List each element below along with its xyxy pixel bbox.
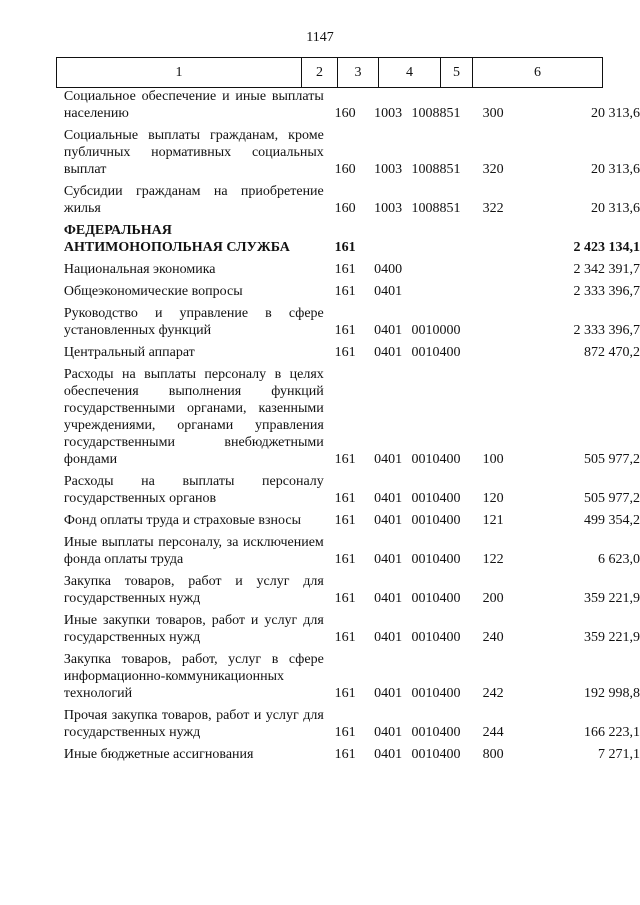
row-expense-type bbox=[479, 305, 516, 344]
row-amount: 7 271,1 bbox=[598, 747, 640, 762]
row-ministry-code: 160 bbox=[334, 106, 356, 121]
row-section-code: 0401 bbox=[374, 747, 403, 762]
row-expense-type: 121 bbox=[482, 513, 504, 528]
row-target-article bbox=[411, 222, 478, 261]
row-target-article: 1008851 bbox=[411, 162, 461, 177]
row-gap bbox=[324, 573, 335, 612]
row-section-code: 1003 bbox=[374, 106, 403, 121]
row-name: Иные выплаты персоналу, за исключением фонда оплаты труда bbox=[63, 535, 324, 567]
row-indent bbox=[0, 88, 64, 127]
table-row bbox=[0, 183, 640, 222]
row-gap bbox=[324, 651, 335, 707]
page-number: 1147 bbox=[306, 30, 334, 45]
row-expense-type: 242 bbox=[482, 686, 504, 701]
row-indent bbox=[0, 127, 64, 183]
row-expense-type: 322 bbox=[482, 201, 504, 216]
table-row bbox=[0, 707, 640, 746]
row-ministry-code: 160 bbox=[334, 201, 356, 216]
row-target-article: 0010400 bbox=[411, 630, 461, 645]
row-expense-type: 800 bbox=[482, 747, 504, 762]
row-section-code: 0400 bbox=[374, 262, 403, 277]
row-gap bbox=[324, 183, 335, 222]
row-target-article: 1008851 bbox=[411, 106, 461, 121]
row-ministry-code: 161 bbox=[334, 725, 356, 740]
row-gap bbox=[324, 534, 335, 573]
row-gap bbox=[324, 305, 335, 344]
row-gap bbox=[324, 473, 335, 512]
row-ministry-code: 161 bbox=[334, 262, 356, 277]
row-ministry-code: 161 bbox=[334, 323, 356, 338]
row-section-code: 0401 bbox=[374, 513, 403, 528]
row-expense-type: 300 bbox=[482, 106, 504, 121]
row-name: Субсидии гражданам на приобретение жилья bbox=[63, 184, 324, 216]
table-row bbox=[0, 222, 640, 261]
table-row bbox=[0, 305, 640, 344]
row-target-article bbox=[411, 283, 478, 305]
row-indent bbox=[0, 344, 64, 366]
header-col-5: 5 bbox=[441, 58, 473, 88]
row-ministry-code: 161 bbox=[334, 345, 356, 360]
row-gap bbox=[324, 344, 335, 366]
row-indent bbox=[0, 473, 64, 512]
row-name: Расходы на выплаты персоналу государственных органов bbox=[63, 474, 324, 506]
row-amount: 505 977,2 bbox=[584, 491, 640, 506]
row-section-code: 0401 bbox=[374, 686, 403, 701]
row-name: ФЕДЕРАЛЬНАЯ АНТИМОНОПОЛЬНАЯ СЛУЖБА bbox=[63, 223, 290, 255]
row-expense-type bbox=[479, 344, 516, 366]
row-gap bbox=[324, 612, 335, 651]
row-expense-type bbox=[479, 283, 516, 305]
row-target-article bbox=[411, 261, 478, 283]
row-section-code: 0401 bbox=[374, 323, 403, 338]
row-amount: 6 623,0 bbox=[598, 552, 640, 567]
row-target-article: 0010400 bbox=[411, 345, 461, 360]
row-amount: 20 313,6 bbox=[591, 201, 640, 216]
row-name: Центральный аппарат bbox=[63, 345, 195, 360]
row-gap bbox=[324, 261, 335, 283]
row-expense-type bbox=[479, 222, 516, 261]
row-indent bbox=[0, 222, 64, 261]
row-ministry-code: 161 bbox=[334, 513, 356, 528]
row-indent bbox=[0, 283, 64, 305]
row-name: Расходы на выплаты персоналу в целях обеспечения выполнения функций государственными органами, казенными учреждениями, органами управления государственными внебюджетными фондами bbox=[63, 367, 324, 467]
row-amount: 2 333 396,7 bbox=[573, 323, 640, 338]
row-target-article: 0010400 bbox=[411, 491, 461, 506]
row-amount: 20 313,6 bbox=[591, 106, 640, 121]
row-expense-type bbox=[479, 261, 516, 283]
row-expense-type: 240 bbox=[482, 630, 504, 645]
row-name: Руководство и управление в сфере установленных функций bbox=[63, 306, 324, 338]
row-amount: 2 342 391,7 bbox=[573, 262, 640, 277]
table-row bbox=[0, 534, 640, 573]
row-expense-type: 244 bbox=[482, 725, 504, 740]
table-row bbox=[0, 651, 640, 707]
row-target-article: 0010400 bbox=[411, 552, 461, 567]
row-expense-type: 120 bbox=[482, 491, 504, 506]
row-target-article: 0010400 bbox=[411, 452, 461, 467]
table-row bbox=[0, 88, 640, 127]
row-gap bbox=[324, 366, 335, 473]
row-section-code: 0401 bbox=[374, 552, 403, 567]
row-target-article: 1008851 bbox=[411, 201, 461, 216]
row-indent bbox=[0, 746, 64, 768]
row-indent bbox=[0, 261, 64, 283]
row-ministry-code: 161 bbox=[334, 240, 356, 255]
row-amount: 872 470,2 bbox=[584, 345, 640, 360]
row-gap bbox=[324, 746, 335, 768]
row-ministry-code: 161 bbox=[334, 591, 356, 606]
row-name: Общеэкономические вопросы bbox=[63, 284, 243, 299]
header-col-3: 3 bbox=[338, 58, 379, 88]
table-row bbox=[0, 261, 640, 283]
row-indent bbox=[0, 612, 64, 651]
table-row bbox=[0, 612, 640, 651]
row-target-article: 0010400 bbox=[411, 513, 461, 528]
table-row bbox=[0, 283, 640, 305]
row-name: Иные закупки товаров, работ и услуг для государственных нужд bbox=[63, 613, 324, 645]
header-col-4: 4 bbox=[379, 58, 441, 88]
row-ministry-code: 161 bbox=[334, 747, 356, 762]
row-gap bbox=[324, 222, 335, 261]
row-indent bbox=[0, 707, 64, 746]
row-section-code: 0401 bbox=[374, 725, 403, 740]
row-section-code bbox=[367, 222, 411, 261]
row-indent bbox=[0, 512, 64, 534]
row-name: Фонд оплаты труда и страховые взносы bbox=[63, 513, 301, 528]
row-expense-type: 100 bbox=[482, 452, 504, 467]
row-target-article: 0010000 bbox=[411, 323, 461, 338]
row-section-code: 0401 bbox=[374, 491, 403, 506]
row-expense-type: 122 bbox=[482, 552, 504, 567]
row-amount: 359 221,9 bbox=[584, 591, 640, 606]
row-amount: 166 223,1 bbox=[584, 725, 640, 740]
table-row bbox=[0, 512, 640, 534]
row-section-code: 1003 bbox=[374, 201, 403, 216]
table-row bbox=[0, 127, 640, 183]
header-col-1: 1 bbox=[57, 58, 302, 88]
row-name: Национальная экономика bbox=[63, 262, 216, 277]
table-row bbox=[0, 473, 640, 512]
row-name: Иные бюджетные ассигнования bbox=[63, 747, 254, 762]
row-name: Прочая закупка товаров, работ и услуг для государственных нужд bbox=[63, 708, 324, 740]
budget-table bbox=[0, 88, 640, 768]
row-name: Социальные выплаты гражданам, кроме публичных нормативных социальных выплат bbox=[63, 128, 324, 177]
row-section-code: 0401 bbox=[374, 591, 403, 606]
row-expense-type: 200 bbox=[482, 591, 504, 606]
row-amount: 2 423 134,1 bbox=[573, 240, 640, 255]
row-indent bbox=[0, 573, 64, 612]
row-section-code: 0401 bbox=[374, 284, 403, 299]
row-name: Закупка товаров, работ, услуг в сфере информационно-коммуникационных технологий bbox=[63, 652, 324, 701]
row-amount: 2 333 396,7 bbox=[573, 284, 640, 299]
row-section-code: 1003 bbox=[374, 162, 403, 177]
table-row bbox=[0, 366, 640, 473]
row-expense-type: 320 bbox=[482, 162, 504, 177]
row-amount: 20 313,6 bbox=[591, 162, 640, 177]
row-target-article: 0010400 bbox=[411, 686, 461, 701]
row-section-code: 0401 bbox=[374, 630, 403, 645]
row-target-article: 0010400 bbox=[411, 591, 461, 606]
row-amount: 359 221,9 bbox=[584, 630, 640, 645]
table-row bbox=[0, 573, 640, 612]
row-indent bbox=[0, 183, 64, 222]
row-name: Закупка товаров, работ и услуг для государственных нужд bbox=[63, 574, 324, 606]
row-indent bbox=[0, 366, 64, 473]
row-amount: 505 977,2 bbox=[584, 452, 640, 467]
row-indent bbox=[0, 305, 64, 344]
row-ministry-code: 161 bbox=[334, 452, 356, 467]
row-ministry-code: 160 bbox=[334, 162, 356, 177]
row-section-code: 0401 bbox=[374, 345, 403, 360]
row-ministry-code: 161 bbox=[334, 284, 356, 299]
row-gap bbox=[324, 88, 335, 127]
row-ministry-code: 161 bbox=[334, 552, 356, 567]
table-row bbox=[0, 344, 640, 366]
table-header bbox=[56, 57, 603, 88]
row-gap bbox=[324, 707, 335, 746]
row-gap bbox=[324, 283, 335, 305]
row-amount: 499 354,2 bbox=[584, 513, 640, 528]
row-target-article: 0010400 bbox=[411, 747, 461, 762]
table-row bbox=[0, 746, 640, 768]
row-ministry-code: 161 bbox=[334, 630, 356, 645]
row-ministry-code: 161 bbox=[334, 686, 356, 701]
row-indent bbox=[0, 651, 64, 707]
row-indent bbox=[0, 534, 64, 573]
row-amount: 192 998,8 bbox=[584, 686, 640, 701]
row-name: Социальное обеспечение и иные выплаты населению bbox=[63, 89, 324, 121]
row-gap bbox=[324, 512, 335, 534]
row-target-article: 0010400 bbox=[411, 725, 461, 740]
row-ministry-code: 161 bbox=[334, 491, 356, 506]
row-section-code: 0401 bbox=[374, 452, 403, 467]
header-col-6: 6 bbox=[473, 58, 603, 88]
row-gap bbox=[324, 127, 335, 183]
header-col-2: 2 bbox=[302, 58, 338, 88]
